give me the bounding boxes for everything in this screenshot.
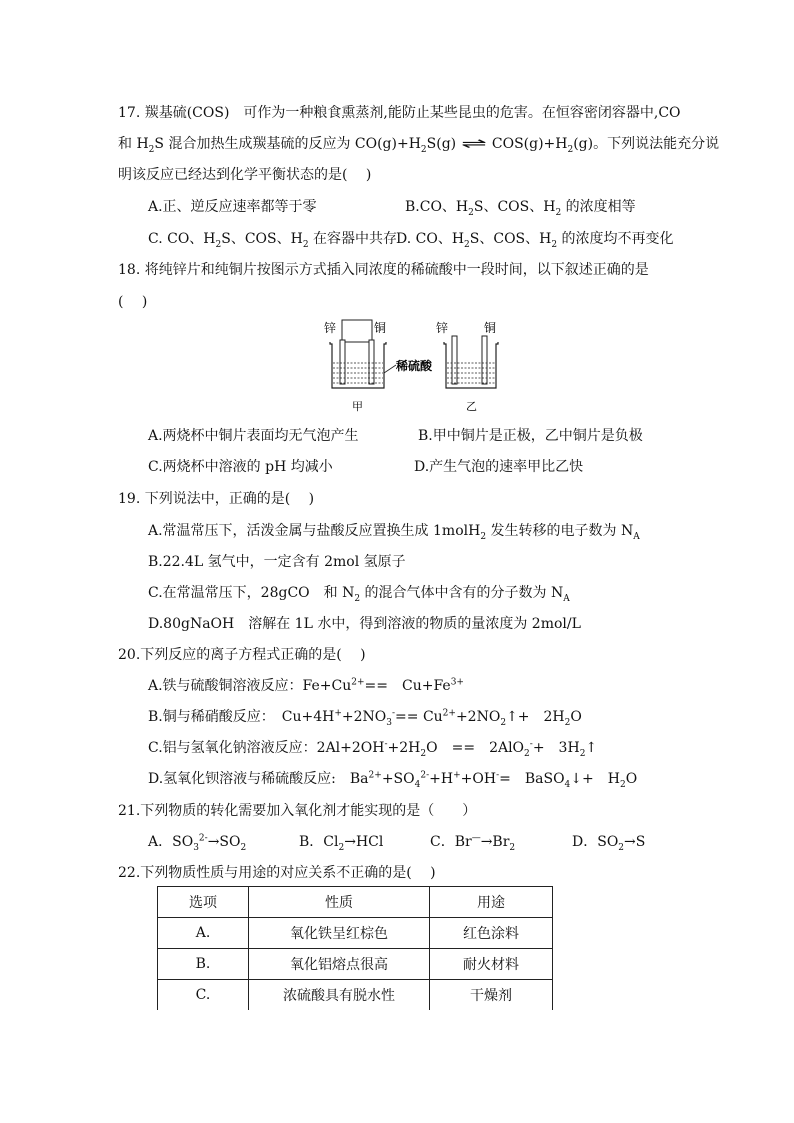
q17-stem-line2: 和 $H_2S$ 混合加热生成羰基硫的反应为 $CO(g)+H_2S(g)$ ⇌ $COS(g)+H_2(g)$。下列说法能充分说: [118, 136, 720, 155]
beaker-yi: [436, 320, 498, 413]
table-header-cell: 性质: [249, 887, 430, 918]
q21-option-b: B．$Cl_2\to HCl$: [299, 834, 384, 853]
q19-option-d: D.80gNaOH 溶解在 1L 水中，得到溶液的物质的量浓度为 2mol/L: [148, 616, 581, 632]
table-cell: 氧化铝熔点很高: [249, 949, 430, 980]
label-yi: 乙: [466, 400, 477, 413]
table-header-row: [158, 887, 553, 918]
q18-option-c: C.两烧杯中溶液的 pH 均减小: [148, 459, 333, 475]
label-zinc-yi: 锌: [436, 321, 449, 335]
q20-option-d: D.氢氧化钡溶液与稀硫酸反应: $Ba^{2+}+SO_4^{2-}+H^++OH^-=$ BaSO$_4$↓+ $H_2O$: [148, 770, 638, 790]
q18-option-a: A.两烧杯中铜片表面均无气泡产生: [148, 428, 359, 444]
q18-option-b: B.甲中铜片是正极，乙中铜片是负极: [418, 428, 643, 444]
table-row: [158, 918, 553, 949]
wire-jia: [342, 320, 372, 342]
beaker-jia: [324, 320, 386, 413]
table-cell: 干燥剂: [430, 980, 553, 1011]
table-cell: B.: [158, 949, 249, 980]
table-header-cell: 用途: [430, 887, 553, 918]
q19-stem: 19. 下列说法中，正确的是( ): [118, 491, 315, 507]
beaker-jia-outline: [330, 342, 386, 388]
q17-option-a: A.正、逆反应速率都等于零: [148, 199, 317, 215]
q21-option-a: A．$SO_3^{2-}\to SO_2$: [148, 833, 247, 853]
q22-stem: 22.下列物质性质与用途的对应关系不正确的是( ): [118, 865, 436, 881]
zinc-plate-jia: [340, 340, 345, 384]
beaker-diagram: [318, 318, 508, 418]
label-copper-jia: 铜: [374, 321, 387, 335]
q17-option-d: D. CO、$H_2S$、COS、$H_2$ 的浓度均不再变化: [396, 231, 674, 250]
q21-stem: 21.下列物质的转化需要加入氧化剂才能实现的是（ ）: [118, 803, 477, 819]
q18-option-d: D.产生气泡的速率甲比乙快: [414, 459, 584, 475]
q20-option-b: B.铜与稀硝酸反应： $Cu+4H^++2NO_3^-==$ $Cu^{2+}+2NO_2↑+$ $2H_2O$: [148, 708, 582, 728]
q20-option-c: C.铝与氢氧化钠溶液反应：$2Al+2OH^-+2H_2O$ == 2AlO$_2$-+ $3H_2↑$: [148, 739, 598, 759]
table-header-cell: 选项: [158, 887, 249, 918]
q19-option-b: B.22.4L 氢气中，一定含有 2mol 氢原子: [148, 554, 406, 570]
table-row: [158, 980, 553, 1011]
q21-option-c: C．$Br^—\to Br_2$: [430, 833, 516, 853]
q18-stem-line1: 18. 将纯锌片和纯铜片按图示方式插入同浓度的稀硫酸中一段时间，以下叙述正确的是: [118, 262, 649, 278]
q17-stem-line3: 明该反应已经达到化学平衡状态的是( ): [118, 167, 372, 183]
label-jia: 甲: [352, 400, 363, 413]
table-cell: 耐火材料: [430, 949, 553, 980]
acid-pointer: [384, 365, 396, 373]
table-cell: 红色涂料: [430, 918, 553, 949]
table-cell: 氧化铁呈红棕色: [249, 918, 430, 949]
table-cell: 浓硫酸具有脱水性: [249, 980, 430, 1011]
table-cell: C.: [158, 980, 249, 1011]
q19-option-a: A.常温常压下，活泼金属与盐酸反应置换生成 1molH$_2$ 发生转移的电子数为 $N_A$: [148, 523, 640, 542]
label-copper-yi: 铜: [484, 321, 497, 335]
property-use-table: [157, 886, 553, 1010]
q17-stem-line1: 17. 羰基硫(COS) 可作为一种粮食熏蒸剂,能防止某些昆虫的危害。在恒容密闭容器中,CO: [118, 105, 681, 121]
q18-stem-line2: ( ): [118, 294, 148, 310]
table-cell: A.: [158, 918, 249, 949]
copper-plate-jia: [369, 340, 374, 384]
q20-stem: 20.下列反应的离子方程式正确的是( ): [118, 647, 366, 663]
copper-plate-yi: [482, 336, 487, 384]
zinc-plate-yi: [452, 336, 457, 384]
q17-option-c: C. CO、$H_2S$、COS、$H_2$ 在容器中共存: [148, 231, 398, 250]
label-dilute-sulfuric-acid: 稀硫酸: [396, 359, 433, 373]
q21-option-d: D．$SO_2\to S$: [572, 834, 646, 853]
table-row: [158, 949, 553, 980]
q17-option-b: B.CO、$H_2S$、COS、$H_2$ 的浓度相等: [405, 199, 636, 218]
q19-option-c: C.在常温常压下，28gCO 和 $N_2$ 的混合气体中含有的分子数为 $N_A$: [148, 585, 570, 604]
q20-option-a: A.铁与硫酸铜溶液反应：$Fe+Cu^{2+}==$ $Cu+Fe^{3+}$: [148, 677, 464, 694]
label-zinc-jia: 锌: [324, 321, 337, 335]
equilibrium-arrow-icon: ⇌: [461, 136, 487, 152]
